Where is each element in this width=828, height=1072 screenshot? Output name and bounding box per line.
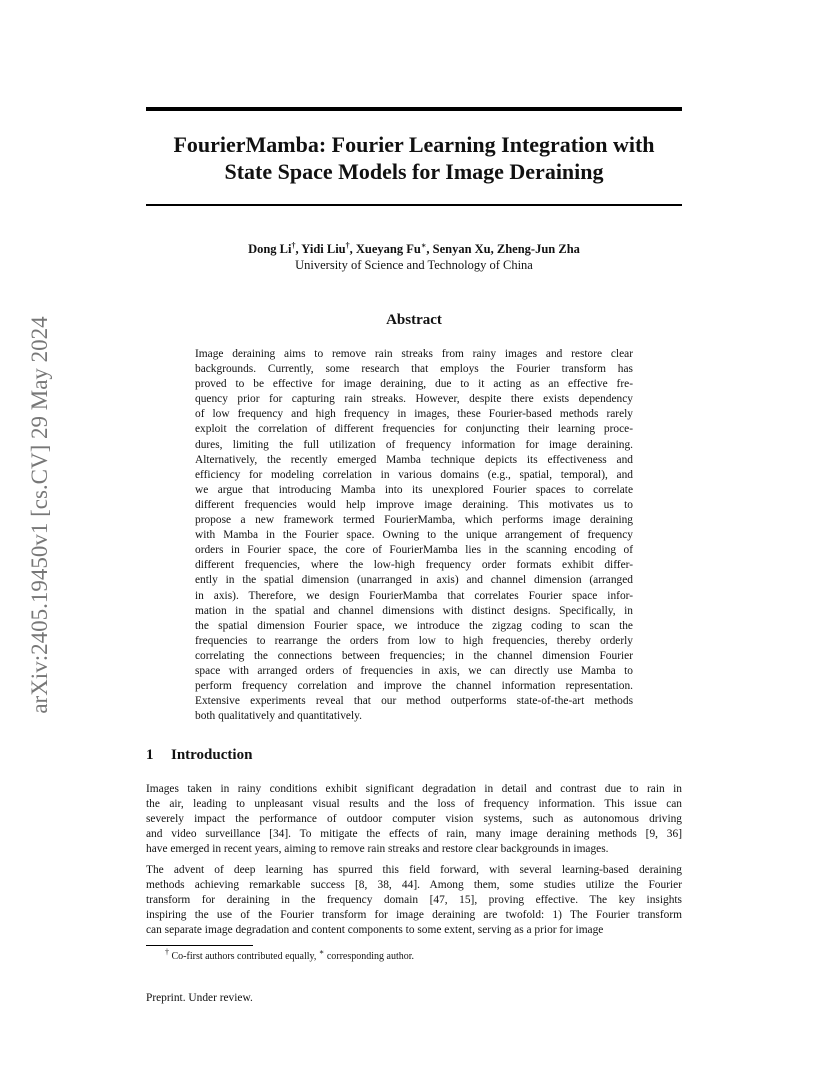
preprint-note: Preprint. Under review. xyxy=(146,992,253,1004)
intro-paragraph-1 xyxy=(146,782,682,857)
author-name: Yidi Liu xyxy=(301,242,346,256)
text-line: Image deraining aims to remove rain streaks from rainy images and restore clear xyxy=(195,348,633,360)
text-line: and video surveillance [34]. To mitigate the effects of rain, many image deraining methods [9, 36] xyxy=(146,828,682,841)
text-line: can separate image degradation and content components to some extent, serving as a prior for image xyxy=(146,924,604,937)
text-line: orders in Fourier space, the core of FourierMamba lies in the scanning encoding of xyxy=(195,544,633,557)
author-name: Xueyang Fu xyxy=(355,242,421,256)
text-line: propose a new framework termed FourierMamba, which performs image deraining xyxy=(195,514,633,527)
text-line: we argue that introducing Mamba into its unexplored Fourier spaces to correlate xyxy=(195,483,633,496)
text-line: proved to be effective for image deraining, due to it acting as an effective fre- xyxy=(195,378,633,391)
author-mark: † xyxy=(291,240,296,250)
text-line: Images taken in rainy conditions exhibit significant degradation in detail and contrast due to rain in xyxy=(146,783,682,795)
text-line: Extensive experiments reveal that our method outperforms state-of-the-art methods xyxy=(195,695,633,708)
footnote-text-a: Co-first authors contributed equally, xyxy=(169,951,319,962)
footnote-rule xyxy=(146,945,253,946)
text-line: exploit the correlation of different frequencies for conjuncting their learning proce- xyxy=(195,423,633,436)
text-line: frequencies to rearrange the orders from low to high frequencies, thereby orderly xyxy=(195,634,633,647)
author-name: Zheng-Jun Zha xyxy=(496,242,580,256)
text-line: mation in the spatial and channel dimensions with distinct designs. Specifically, in xyxy=(195,604,633,617)
text-line: both qualitatively and quantitatively. xyxy=(195,710,362,723)
footnote-text-b: corresponding author. xyxy=(324,951,415,962)
text-line: in axis). Therefore, we design FourierMamba that correlates Fourier space infor- xyxy=(195,589,633,602)
intro-paragraph-2 xyxy=(146,863,682,938)
text-line: backgrounds. Currently, some research that employs the Fourier transform has xyxy=(195,363,633,376)
text-line: methods achieving remarkable success [8, 38, 44]. Among them, some studies utilize the Fourier xyxy=(146,879,682,892)
section-heading-introduction xyxy=(146,746,252,764)
author-name: Senyan Xu xyxy=(432,242,491,256)
text-line: correlating the connections between frequencies; in the channel dimension Fourier xyxy=(195,649,633,662)
footnote xyxy=(165,947,415,963)
text-line: efficiency for modeling correlation in various domains (e.g., spatial, temporal), and xyxy=(195,468,633,481)
text-line: the air, leading to unpleasant visual results and the loss of frequency information. This issue can xyxy=(146,798,682,811)
title-line-1: FourierMamba: Fourier Learning Integration with xyxy=(173,132,655,157)
text-line: perform frequency correlation and improve the channel information representation. xyxy=(195,680,633,693)
text-line: different frequencies would help improve image deraining. This motivates us to xyxy=(195,498,633,511)
author-mark: ∗ xyxy=(420,240,427,250)
text-line: quency prior for capturing rain streaks. However, despite there exists dependency xyxy=(195,393,633,406)
text-line: ently in the spatial dimension (unarranged in axis) and channel dimension (arranged xyxy=(195,574,633,587)
star-mark: ∗ xyxy=(318,947,325,957)
text-line: have emerged in recent years, aiming to remove rain streaks and restore clear backgrounds in images. xyxy=(146,843,609,856)
abstract-body xyxy=(195,347,633,724)
section-title: Introduction xyxy=(171,747,253,763)
text-line: of low frequency and high frequency in images, these Fourier-based methods rarely xyxy=(195,408,633,421)
title-line-2: State Space Models for Image Deraining xyxy=(224,159,604,184)
text-line: severely impact the performance of outdoor computer vision systems, such as autonomous driving xyxy=(146,813,682,826)
text-line: Alternatively, the recently emerged Mamba technique depicts its effectiveness and xyxy=(195,453,633,466)
abstract-heading: Abstract xyxy=(386,312,442,328)
paper-title xyxy=(146,131,682,185)
text-line: the spatial dimension Fourier space, we introduce the zigzag coding to scan the xyxy=(195,619,633,632)
dagger-mark: † xyxy=(165,947,169,957)
text-line: with Mamba in the Fourier space. Owning to the unique arrangement of frequency xyxy=(195,529,633,542)
author-list: Dong Li†, Yidi Liu†, Xueyang Fu∗, Senyan Xu, Zheng-Jun Zha xyxy=(248,240,580,256)
text-line: different frequencies, where the low-high frequency order formats exhibit differ- xyxy=(195,559,633,572)
title-bottom-rule xyxy=(146,204,682,206)
title-top-rule xyxy=(146,107,682,111)
text-line: space with arranged orders of frequencies in axis, we can directly use Mamba to xyxy=(195,664,633,677)
text-line: dures, limiting the full utilization of frequency information for image deraining. xyxy=(195,438,633,451)
author-mark: † xyxy=(345,240,350,250)
text-line: inspiring the use of the Fourier transform for image deraining are twofold: 1) The Fourier transform xyxy=(146,909,682,922)
arxiv-identifier-stamp: arXiv:2405.19450v1 [cs.CV] 29 May 2024 xyxy=(27,316,52,714)
text-line: The advent of deep learning has spurred this field forward, with several learning-based deraining xyxy=(146,864,682,876)
text-line: transform for deraining in the frequency domain [47, 15], proving effective. The key insights xyxy=(146,894,682,907)
affiliation: University of Science and Technology of China xyxy=(295,258,533,272)
author-name: Dong Li xyxy=(248,242,292,256)
section-number: 1 xyxy=(146,747,154,763)
